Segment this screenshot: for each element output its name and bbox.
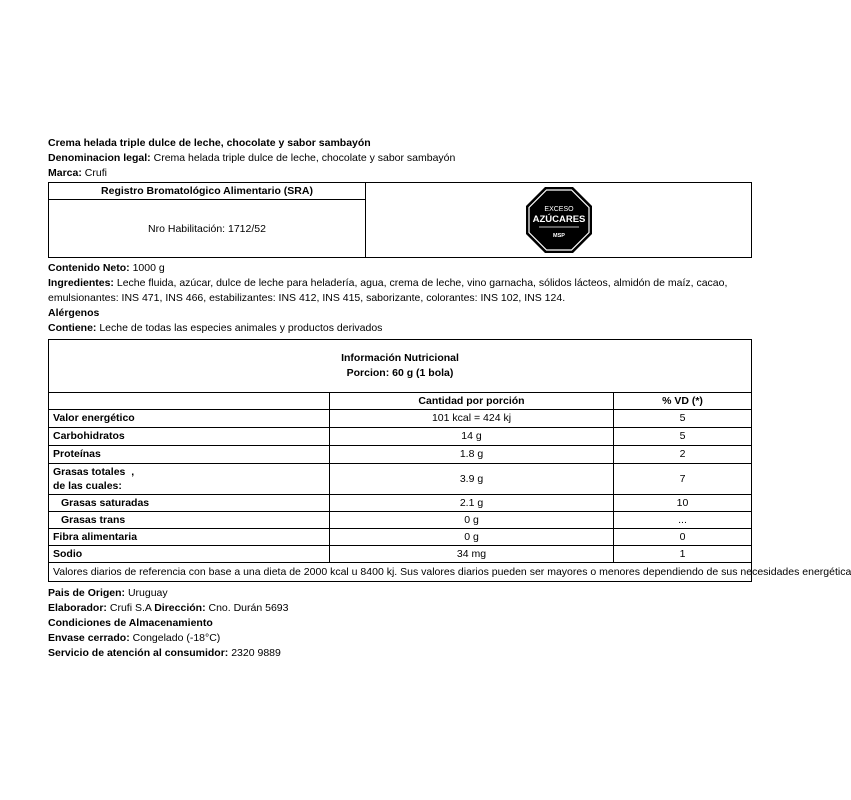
registry-table: [48, 182, 752, 258]
brand-value: Crufi: [84, 167, 107, 179]
closed-storage-label: Envase cerrado:: [48, 632, 130, 644]
customer-service-label: Servicio de atención al consumidor:: [48, 647, 229, 659]
seal-line1: EXCESO: [543, 206, 574, 213]
net-content: [48, 261, 753, 276]
warning-seal-cell: [366, 183, 751, 257]
nutrient-vd: 1: [679, 548, 686, 560]
qty-col-header: Cantidad por porción: [330, 393, 614, 409]
nutrient-name: Valor energético: [49, 410, 330, 427]
contains: [48, 321, 753, 336]
nutrient-vd: 10: [676, 497, 689, 509]
seal-line2: AZÚCARES: [532, 214, 585, 225]
closed-storage-value: Congelado (-18°C): [132, 632, 221, 644]
excess-sugar-octagon-icon: [525, 186, 593, 254]
nutrient-col-header: [49, 393, 330, 409]
nutrition-footnote: Valores diarios de referencia con base a una dieta de 2000 kcal u 8400 kj. Sus valores diarios pueden ser mayores o menores dependiendo de sus necesidades energética: [53, 566, 851, 578]
nutrient-vd: 2: [679, 448, 686, 460]
nutrient-qty: 0 g: [330, 529, 614, 545]
origin-label: Pais de Origen:: [48, 587, 126, 599]
contains-value: Leche de todas las especies animales y productos derivados: [99, 322, 383, 334]
legal-name-label: Denominacion legal:: [48, 152, 151, 164]
nutrition-portion: Porcion: 60 g (1 bola): [346, 367, 454, 379]
nutrient-name-line2: de las cuales:: [53, 480, 122, 492]
nutrient-qty: 0 g: [330, 512, 614, 528]
customer-service: [48, 646, 753, 661]
product-title: Crema helada triple dulce de leche, chocolate y sabor sambayón: [48, 137, 371, 149]
closed-storage: [48, 631, 753, 646]
table-row: [49, 512, 751, 529]
ingredients: [48, 276, 753, 306]
nutrient-name: [49, 464, 330, 494]
registry-cell: [49, 183, 366, 257]
storage-heading: Condiciones de Almacenamiento: [48, 617, 213, 629]
contains-label: Contiene:: [48, 322, 97, 334]
nutrition-column-header: [49, 393, 751, 410]
nutrient-qty: 14 g: [330, 428, 614, 445]
footer-info: [48, 586, 753, 661]
registry-number: Nro Habilitación: 1712/52: [148, 223, 266, 235]
brand-label: Marca:: [48, 167, 82, 179]
nutrient-name: Proteínas: [49, 446, 330, 463]
maker-label: Elaborador:: [48, 602, 107, 614]
nutrient-vd: ...: [678, 514, 687, 526]
nutrient-name: Grasas saturadas: [49, 495, 330, 511]
nutrient-vd: 7: [679, 473, 686, 485]
nutrient-qty: 3.9 g: [330, 464, 614, 494]
registry-header: Registro Bromatológico Alimentario (SRA): [49, 183, 365, 200]
nutrient-name: Fibra alimentaria: [49, 529, 330, 545]
brand: [48, 166, 753, 181]
nutrient-name: Grasas trans: [49, 512, 330, 528]
label-sheet: [48, 136, 851, 661]
table-row: [49, 495, 751, 512]
nutrient-vd: 0: [679, 531, 686, 543]
table-row: [49, 464, 751, 495]
allergens-heading: Alérgenos: [48, 307, 100, 319]
address-label: Dirección:: [154, 602, 206, 614]
nutrition-header: [49, 340, 751, 393]
nutrient-name: Carbohidratos: [49, 428, 330, 445]
nutrient-vd: 5: [679, 412, 686, 424]
nutrient-qty: 1.8 g: [330, 446, 614, 463]
nutrition-title: Información Nutricional: [341, 352, 459, 364]
net-content-value: 1000 g: [132, 262, 165, 274]
nutrient-name-line1: [53, 465, 329, 479]
nutrient-name-comma: ,: [131, 466, 135, 478]
net-content-label: Contenido Neto:: [48, 262, 130, 274]
seal-line3: MSP: [552, 233, 565, 239]
nutrient-name: Sodio: [49, 546, 330, 562]
customer-service-value: 2320 9889: [231, 647, 281, 659]
maker: [48, 601, 753, 616]
nutrition-footnote-row: [49, 563, 851, 581]
nutrient-qty: 34 mg: [330, 546, 614, 562]
nutrient-qty: 2.1 g: [330, 495, 614, 511]
table-row: [49, 529, 751, 546]
nutrient-name-text: Grasas totales: [53, 466, 126, 478]
ingredients-label: Ingredientes:: [48, 277, 114, 289]
nutrition-table: [48, 339, 851, 582]
vd-col-header: % VD (*): [662, 395, 703, 407]
table-row: [49, 446, 751, 464]
ingredients-value: Leche fluida, azúcar, dulce de leche para heladería, agua, crema de leche, vino garnacha, sólidos lácteos, almidón de maíz, cacao, emulsionantes: INS 471, INS 466, estabilizantes: INS 412, INS 415, saborizante, colorantes: INS 102, INS 124.: [48, 277, 728, 304]
nutrient-qty: 101 kcal = 424 kj: [330, 410, 614, 427]
origin: [48, 586, 753, 601]
origin-value: Uruguay: [127, 587, 168, 599]
table-row: [49, 410, 751, 428]
table-row: [49, 428, 751, 446]
legal-name: [48, 151, 753, 166]
legal-name-value: Crema helada triple dulce de leche, chocolate y sabor sambayón: [153, 152, 456, 164]
maker-value: Crufi S.A: [109, 602, 152, 614]
table-row: [49, 546, 751, 563]
address-value: Cno. Durán 5693: [208, 602, 289, 614]
nutrient-vd: 5: [679, 430, 686, 442]
